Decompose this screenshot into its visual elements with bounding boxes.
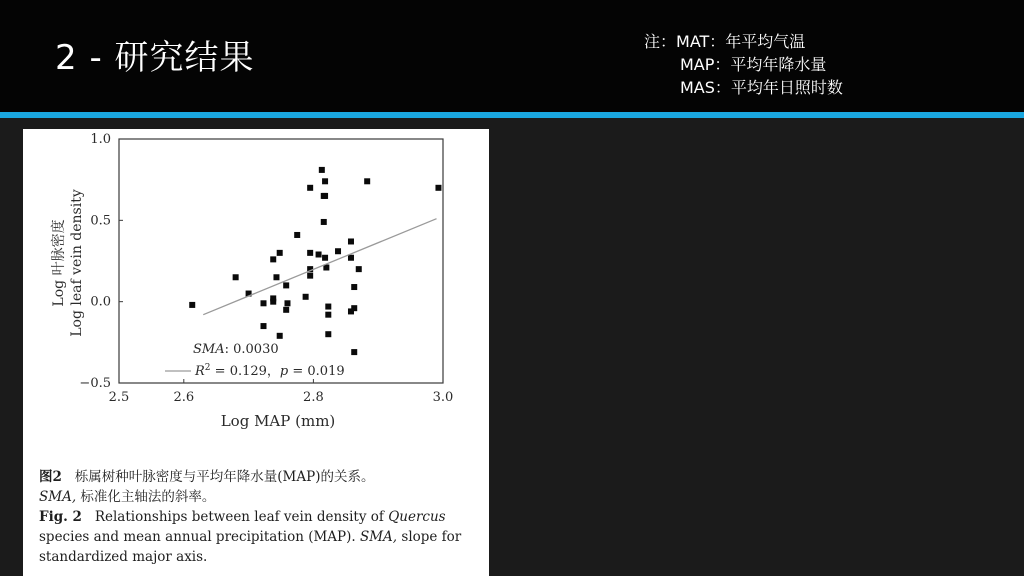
plot-frame: [119, 139, 443, 383]
y-tick-label: 0.0: [90, 294, 111, 310]
data-point: [307, 273, 313, 279]
data-point: [351, 305, 357, 311]
data-point: [348, 255, 354, 261]
data-point: [283, 307, 289, 313]
y-tick-label: 0.5: [90, 213, 111, 229]
figure-panel: [23, 129, 489, 576]
data-point: [307, 250, 313, 256]
slide-title: 2 - 研究结果: [55, 38, 255, 78]
data-point: [283, 282, 289, 288]
data-point: [277, 333, 283, 339]
y-axis-label-en: Log leaf vein density: [69, 189, 85, 337]
data-point: [356, 266, 362, 272]
data-point: [270, 299, 276, 305]
x-tick-label: 3.0: [432, 390, 454, 405]
data-point: [303, 294, 309, 300]
regression-line: [203, 219, 436, 315]
data-point: [261, 300, 267, 306]
chart-points: [189, 167, 441, 355]
scatter-chart: [23, 129, 489, 464]
data-point: [284, 300, 290, 306]
data-point: [322, 178, 328, 184]
chart-axes: [119, 139, 443, 383]
data-point: [319, 167, 325, 173]
x-axis-label: Log MAP (mm): [220, 412, 336, 430]
data-point: [335, 248, 341, 254]
data-point: [348, 238, 354, 244]
data-point: [307, 185, 313, 191]
data-point: [277, 250, 283, 256]
data-point: [270, 256, 276, 262]
y-axis-label-cn: Log 叶脉密度: [51, 219, 67, 307]
annotation-r2: $R^2 = 0.129$，p = 0.019: [195, 363, 345, 379]
caption-en-line-1: Fig. 2 Relationships between leaf vein density of Quercus: [39, 509, 446, 525]
caption-en-line-2: species and mean annual precipitation (MAP). SMA, slope for: [39, 529, 462, 545]
data-point: [189, 302, 195, 308]
data-point: [325, 312, 331, 318]
caption-en-line-3: standardized major axis.: [39, 549, 208, 565]
note-line-map: MAP：平均年降水量: [680, 55, 827, 74]
x-tick-label: 2.6: [173, 390, 195, 405]
accent-bar: [0, 112, 1024, 118]
y-tick-label: 1.0: [90, 132, 111, 147]
note-prefix: 注：: [644, 32, 677, 51]
data-point: [321, 219, 327, 225]
data-point: [435, 185, 441, 191]
data-point: [316, 251, 322, 257]
data-point: [233, 274, 239, 280]
x-tick-label: 2.5: [108, 390, 130, 405]
slide-notes: [644, 30, 843, 99]
chart-fit-line: [203, 219, 436, 315]
data-point: [364, 178, 370, 184]
data-point: [322, 255, 328, 261]
data-point: [322, 193, 328, 199]
y-tick-label: −0.5: [79, 376, 111, 391]
data-point: [351, 349, 357, 355]
slide-header: [0, 0, 1024, 112]
note-line-mas: MAS：平均年日照时数: [680, 78, 843, 97]
figure-caption: [39, 467, 479, 567]
data-point: [294, 232, 300, 238]
annotation-sma: SMA: 0.0030: [193, 342, 279, 357]
caption-cn-line-2: SMA, 标准化主轴法的斜率。: [39, 489, 216, 505]
x-tick-label: 2.8: [303, 390, 324, 405]
note-line-mat: 注：MAT：年平均气温: [644, 32, 806, 51]
data-point: [325, 331, 331, 337]
data-point: [273, 274, 279, 280]
caption-cn-line-1: 图2 栎属树种叶脉密度与平均年降水量(MAP)的关系。: [39, 469, 375, 485]
data-point: [261, 323, 267, 329]
data-point: [351, 284, 357, 290]
data-point: [325, 304, 331, 310]
